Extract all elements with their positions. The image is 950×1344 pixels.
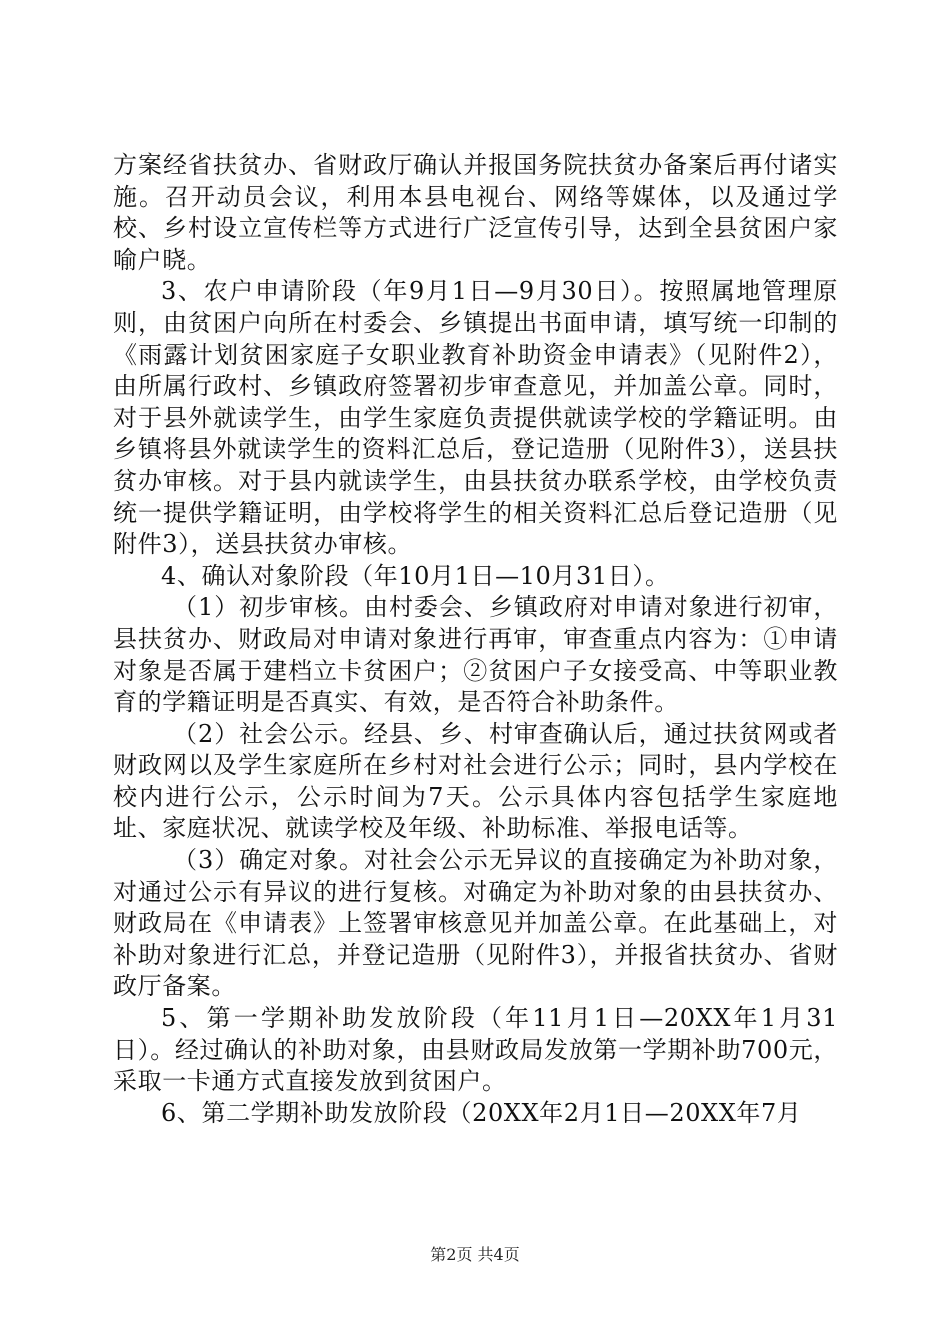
paragraph-intro-continuation: 方案经省扶贫办、省财政厅确认并报国务院扶贫办备案后再付诸实施。召开动员会议，利用本县电视台、网络等媒体，以及通过学校、乡村设立宣传栏等方式进行广泛宣传引导，达到全县贫困户家喻户晓。 bbox=[113, 151, 838, 274]
paragraph-step-4: 4、确认对象阶段（年10月1日—10月31日）。 bbox=[161, 561, 670, 590]
paragraph-step-6: 6、第二学期补助发放阶段（20XX年2月1日—20XX年7月 bbox=[161, 1098, 802, 1127]
paragraph-step-4-3: （3）确定对象。对社会公示无异议的直接确定为补助对象，对通过公示有异议的进行复核。对确定为补助对象的由县扶贫办、财政局在《申请表》上签署审核意见并加盖公章。在此基础上，对补助对象进行汇总，并登记造册（见附件3），并报省扶贫办、省财政厅备案。 bbox=[113, 846, 838, 1001]
paragraph-step-5: 5、第一学期补助发放阶段（年11月1日—20XX年1月31日）。经过确认的补助对象，由县财政局发放第一学期补助700元，采取一卡通方式直接发放到贫困户。 bbox=[113, 1004, 838, 1096]
document-body bbox=[113, 150, 838, 1129]
paragraph-step-4-1: （1）初步审核。由村委会、乡镇政府对申请对象进行初审，县扶贫办、财政局对申请对象进行再审，审查重点内容为：①申请对象是否属于建档立卡贫困户；②贫困户子女接受高、中等职业教育的学籍证明是否真实、有效，是否符合补助条件。 bbox=[113, 593, 838, 717]
paragraph-step-3: 3、农户申请阶段（年9月1日—9月30日）。按照属地管理原则，由贫困户向所在村委会、乡镇提出书面申请，填写统一印制的《雨露计划贫困家庭子女职业教育补助资金申请表》（见附件2），由所属行政村、乡镇政府签署初步审查意见，并加盖公章。同时，对于县外就读学生，由学生家庭负责提供就读学校的学籍证明。由乡镇将县外就读学生的资料汇总后，登记造册（见附件3），送县扶贫办审核。对于县内就读学生，由县扶贫办联系学校，由学校负责统一提供学籍证明，由学校将学生的相关资料汇总后登记造册（见附件3），送县扶贫办审核。 bbox=[113, 277, 838, 559]
page-number-footer: 第2页 共4页 bbox=[430, 1245, 520, 1264]
paragraph-step-4-2: （2）社会公示。经县、乡、村审查确认后，通过扶贫网或者财政网以及学生家庭所在乡村对社会进行公示；同时，县内学校在校内进行公示，公示时间为7天。公示具体内容包括学生家庭地址、家庭状况、就读学校及年级、补助标准、举报电话等。 bbox=[113, 719, 838, 843]
